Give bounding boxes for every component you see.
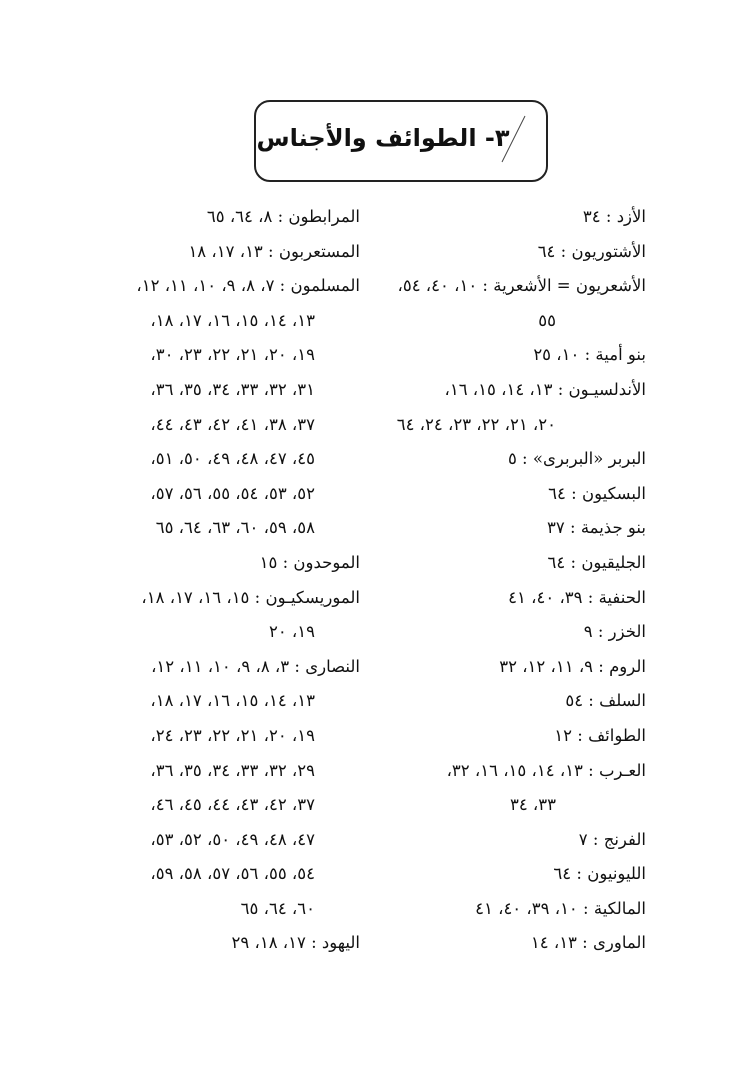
index-entry: الروم : ٩، ١١، ١٢، ٣٢ [499,656,646,676]
index-entry: الفرنج : ٧ [578,829,646,849]
index-entry: الليونيون : ٦٤ [553,864,646,884]
index-entry: الموريسكيـون : ١٥، ١٦، ١٧، ١٨، [141,587,360,607]
index-entry: المستعربون : ١٣، ١٧، ١٨ [188,241,360,261]
index-entry: الحنفية : ٣٩، ٤٠، ٤١ [508,587,646,607]
diagonal-stroke-ornament [500,114,526,164]
index-column-left [84,200,360,961]
index-entry: الأشتوريون : ٦٤ [537,241,646,261]
index-entry: الخزر : ٩ [583,622,646,642]
index-entry: العـرب : ١٣، ١٤، ١٥، ١٦، ٣٢، [446,760,646,780]
index-entry-continuation: ٤٥، ٤٧، ٤٨، ٤٩، ٥٠، ٥١، [150,449,315,469]
index-entry: البسكيون : ٦٤ [548,483,646,503]
index-entry-continuation: ٥٨، ٥٩، ٦٠، ٦٣، ٦٤، ٦٥ [155,518,315,538]
index-entry-continuation: ١٩، ٢٠، ٢١، ٢٢، ٢٣، ٢٤، [150,725,315,745]
index-entry-continuation: ٣٧، ٤٢، ٤٣، ٤٤، ٤٥، ٤٦، [150,795,315,815]
section-title-box [254,100,548,182]
index-column-right [381,200,646,961]
index-entry-continuation: ٣٣، ٣٤ [509,795,556,815]
section-title: ٣- الطوائف والأجناس [256,124,510,152]
index-entry: المالكية : ١٠، ٣٩، ٤٠، ٤١ [475,898,646,918]
index-entry: الطوائف : ١٢ [554,725,646,745]
index-entry-continuation: ٢٠، ٢١، ٢٢، ٢٣، ٢٤، ٦٤ [396,414,556,434]
index-entry-continuation: ١٩، ٢٠، ٢١، ٢٢، ٢٣، ٣٠، [150,345,315,365]
index-entry: الجليقيون : ٦٤ [547,552,646,572]
index-entry: بنو أمية : ١٠، ٢٥ [533,345,646,365]
index-entry: الماورى : ١٣، ١٤ [530,933,646,953]
index-entry: الأزد : ٣٤ [582,207,646,226]
index-entry: السلف : ٥٤ [565,691,646,711]
index-entry-continuation: ١٣، ١٤، ١٥، ١٦، ١٧، ١٨، [150,691,315,711]
index-entry: النصارى : ٣، ٨، ٩، ١٠، ١١، ١٢، [151,656,360,676]
index-entry: الموحدون : ١٥ [259,552,360,572]
index-entry: البربر «البربرى» : ٥ [507,449,646,469]
index-entry: المرابطون : ٨، ٦٤، ٦٥ [206,207,360,226]
index-entry: الأشعريون = الأشعرية : ١٠، ٤٠، ٥٤، [397,276,646,296]
index-entry: الأندلسيـون : ١٣، ١٤، ١٥، ١٦، [444,379,646,399]
index-entry-continuation: ٣١، ٣٢، ٣٣، ٣٤، ٣٥، ٣٦، [150,379,315,399]
index-entry-continuation: ٣٧، ٣٨، ٤١، ٤٢، ٤٣، ٤٤، [150,414,315,434]
index-entry-continuation: ٢٩، ٣٢، ٣٣، ٣٤، ٣٥، ٣٦، [150,760,315,780]
index-entry: بنو جذيمة : ٣٧ [547,518,646,538]
index-entry-continuation: ٥٥ [538,310,556,330]
index-entry-continuation: ٥٢، ٥٣، ٥٤، ٥٥، ٥٦، ٥٧، [150,483,315,503]
index-entry: المسلمون : ٧، ٨، ٩، ١٠، ١١، ١٢، [136,276,360,296]
index-entry-continuation: ١٩، ٢٠ [268,622,315,642]
index-entry-continuation: ٦٠، ٦٤، ٦٥ [240,898,315,918]
index-entry-continuation: ١٣، ١٤، ١٥، ١٦، ١٧، ١٨، [150,310,315,330]
index-entry: اليهود : ١٧، ١٨، ٢٩ [231,933,360,953]
index-entry-continuation: ٥٤، ٥٥، ٥٦، ٥٧، ٥٨، ٥٩، [150,864,315,884]
index-entry-continuation: ٤٧، ٤٨، ٤٩، ٥٠، ٥٢، ٥٣، [150,829,315,849]
